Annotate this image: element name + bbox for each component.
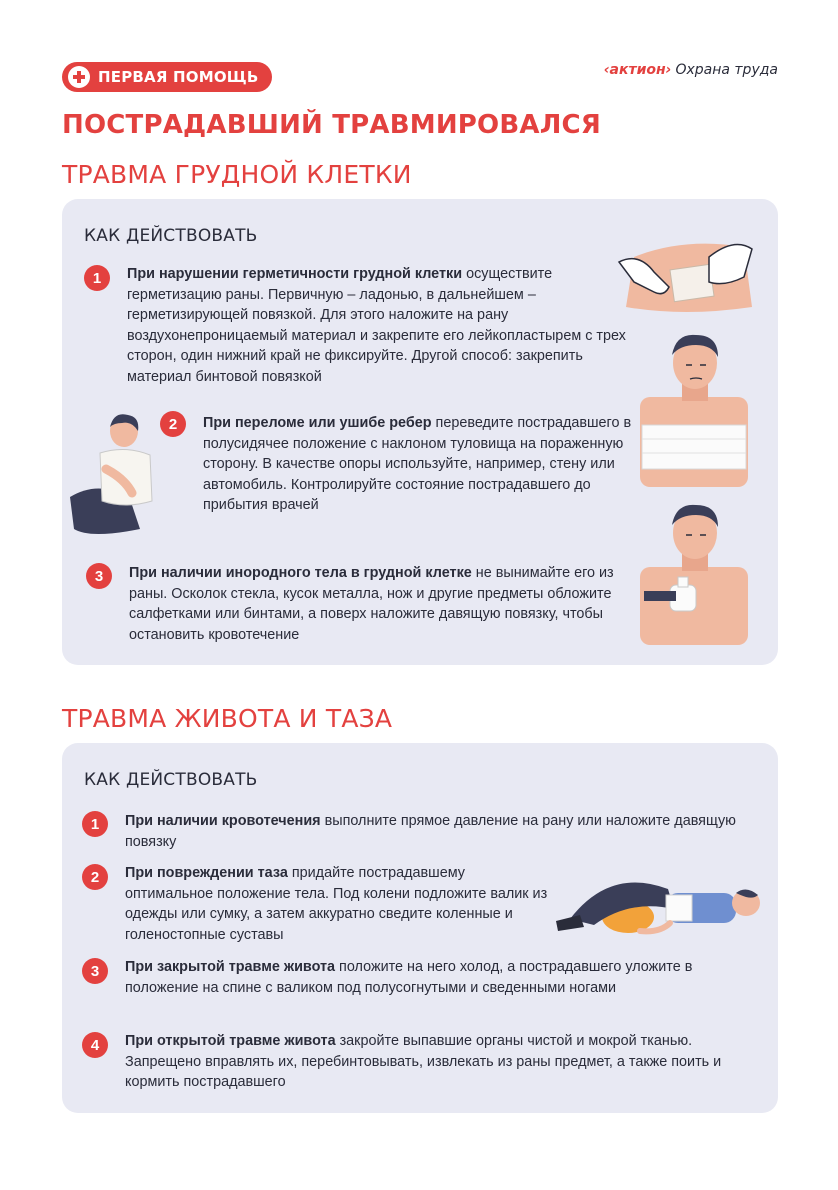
step-text bbox=[129, 563, 635, 645]
step-body: придайте пострадавшему оптимальное положение тела. Под колени подложите валик из одежды или сумку, а затем аккуратно сведите коленные и голеностопные суставы bbox=[125, 865, 548, 943]
step-number: 2 bbox=[82, 864, 108, 890]
step-body: переведите пострадавшего в полусидячее положение с наклоном туловища на пораженную сторону. В качестве опоры используйте, например, стену или автомобиль. Контролируйте состояние пострадавшего до прибытия врачей bbox=[203, 415, 632, 514]
brand bbox=[604, 62, 778, 78]
step-bold: При переломе или ушибе ребер bbox=[203, 415, 432, 431]
step-number: 4 bbox=[82, 1032, 108, 1058]
first-aid-badge bbox=[62, 62, 272, 92]
step-text bbox=[127, 264, 649, 388]
step-bold: При закрытой травме живота bbox=[125, 959, 336, 975]
panel-title: КАК ДЕЙСТВОВАТЬ bbox=[84, 770, 258, 790]
step-text bbox=[125, 957, 765, 998]
foreign-object-illustration bbox=[640, 495, 748, 645]
panel-chest bbox=[62, 199, 778, 665]
step-body: осуществите герметизацию раны. Первичную – ладонью, в дальнейшем – герметизирующей повязкой. Для этого наложите на рану воздухонепроницаемый материал и закрепите его лейкопластырем с трех сторон, один нижний край не фиксируйте. Другой способ: закрепить материал бинтовой повязкой bbox=[127, 266, 626, 385]
panel-abdomen bbox=[62, 743, 778, 1113]
step-body: не вынимайте его из раны. Осколок стекла, кусок металла, нож и другие предметы обложите салфетками или бинтами, а поверх наложите давящую повязку, чтобы остановить кровотечение bbox=[129, 565, 614, 643]
step-bold: При нарушении герметичности грудной клетки bbox=[127, 266, 463, 282]
sitting-man-illustration bbox=[70, 409, 166, 539]
step-text bbox=[203, 413, 633, 516]
hands-dressing-illustration bbox=[614, 237, 754, 317]
step-text bbox=[125, 1031, 765, 1093]
badge-label: ПЕРВАЯ ПОМОЩЬ bbox=[98, 68, 259, 86]
step-body: закройте выпавшие органы чистой и мокрой тканью. Запрещено вправлять их, перебинтовывать, извлекать из раны предмет, а также поить и кормить пострадавшего bbox=[125, 1033, 722, 1091]
step-number: 3 bbox=[86, 563, 112, 589]
medical-cross-icon bbox=[68, 66, 90, 88]
step-number: 1 bbox=[84, 265, 110, 291]
brand-text: Охрана труда bbox=[675, 62, 778, 78]
section-heading-chest: ТРАВМА ГРУДНОЙ КЛЕТКИ bbox=[62, 160, 412, 189]
step-number: 1 bbox=[82, 811, 108, 837]
step-text bbox=[125, 863, 550, 945]
step-number: 2 bbox=[160, 411, 186, 437]
page-title: ПОСТРАДАВШИЙ ТРАВМИРОВАЛСЯ bbox=[62, 110, 601, 140]
step-bold: При повреждении таза bbox=[125, 865, 288, 881]
step-bold: При наличии кровотечения bbox=[125, 813, 321, 829]
section-heading-abdomen: ТРАВМА ЖИВОТА И ТАЗА bbox=[62, 704, 393, 733]
bandaged-chest-illustration bbox=[640, 327, 748, 487]
step-bold: При наличии инородного тела в грудной клетке bbox=[129, 565, 472, 581]
panel-title: КАК ДЕЙСТВОВАТЬ bbox=[84, 226, 258, 246]
step-text bbox=[125, 811, 765, 852]
step-bold: При открытой травме живота bbox=[125, 1033, 336, 1049]
step-number: 3 bbox=[82, 958, 108, 984]
step-body: выполните прямое давление на рану или наложите давящую повязку bbox=[125, 813, 736, 850]
step-body: положите на него холод, а пострадавшего уложите в положение на спине с валиком под полусогнутыми и сведенными ногами bbox=[125, 959, 693, 996]
lying-person-illustration bbox=[550, 859, 760, 939]
brand-logo: ‹актион› bbox=[603, 62, 672, 78]
